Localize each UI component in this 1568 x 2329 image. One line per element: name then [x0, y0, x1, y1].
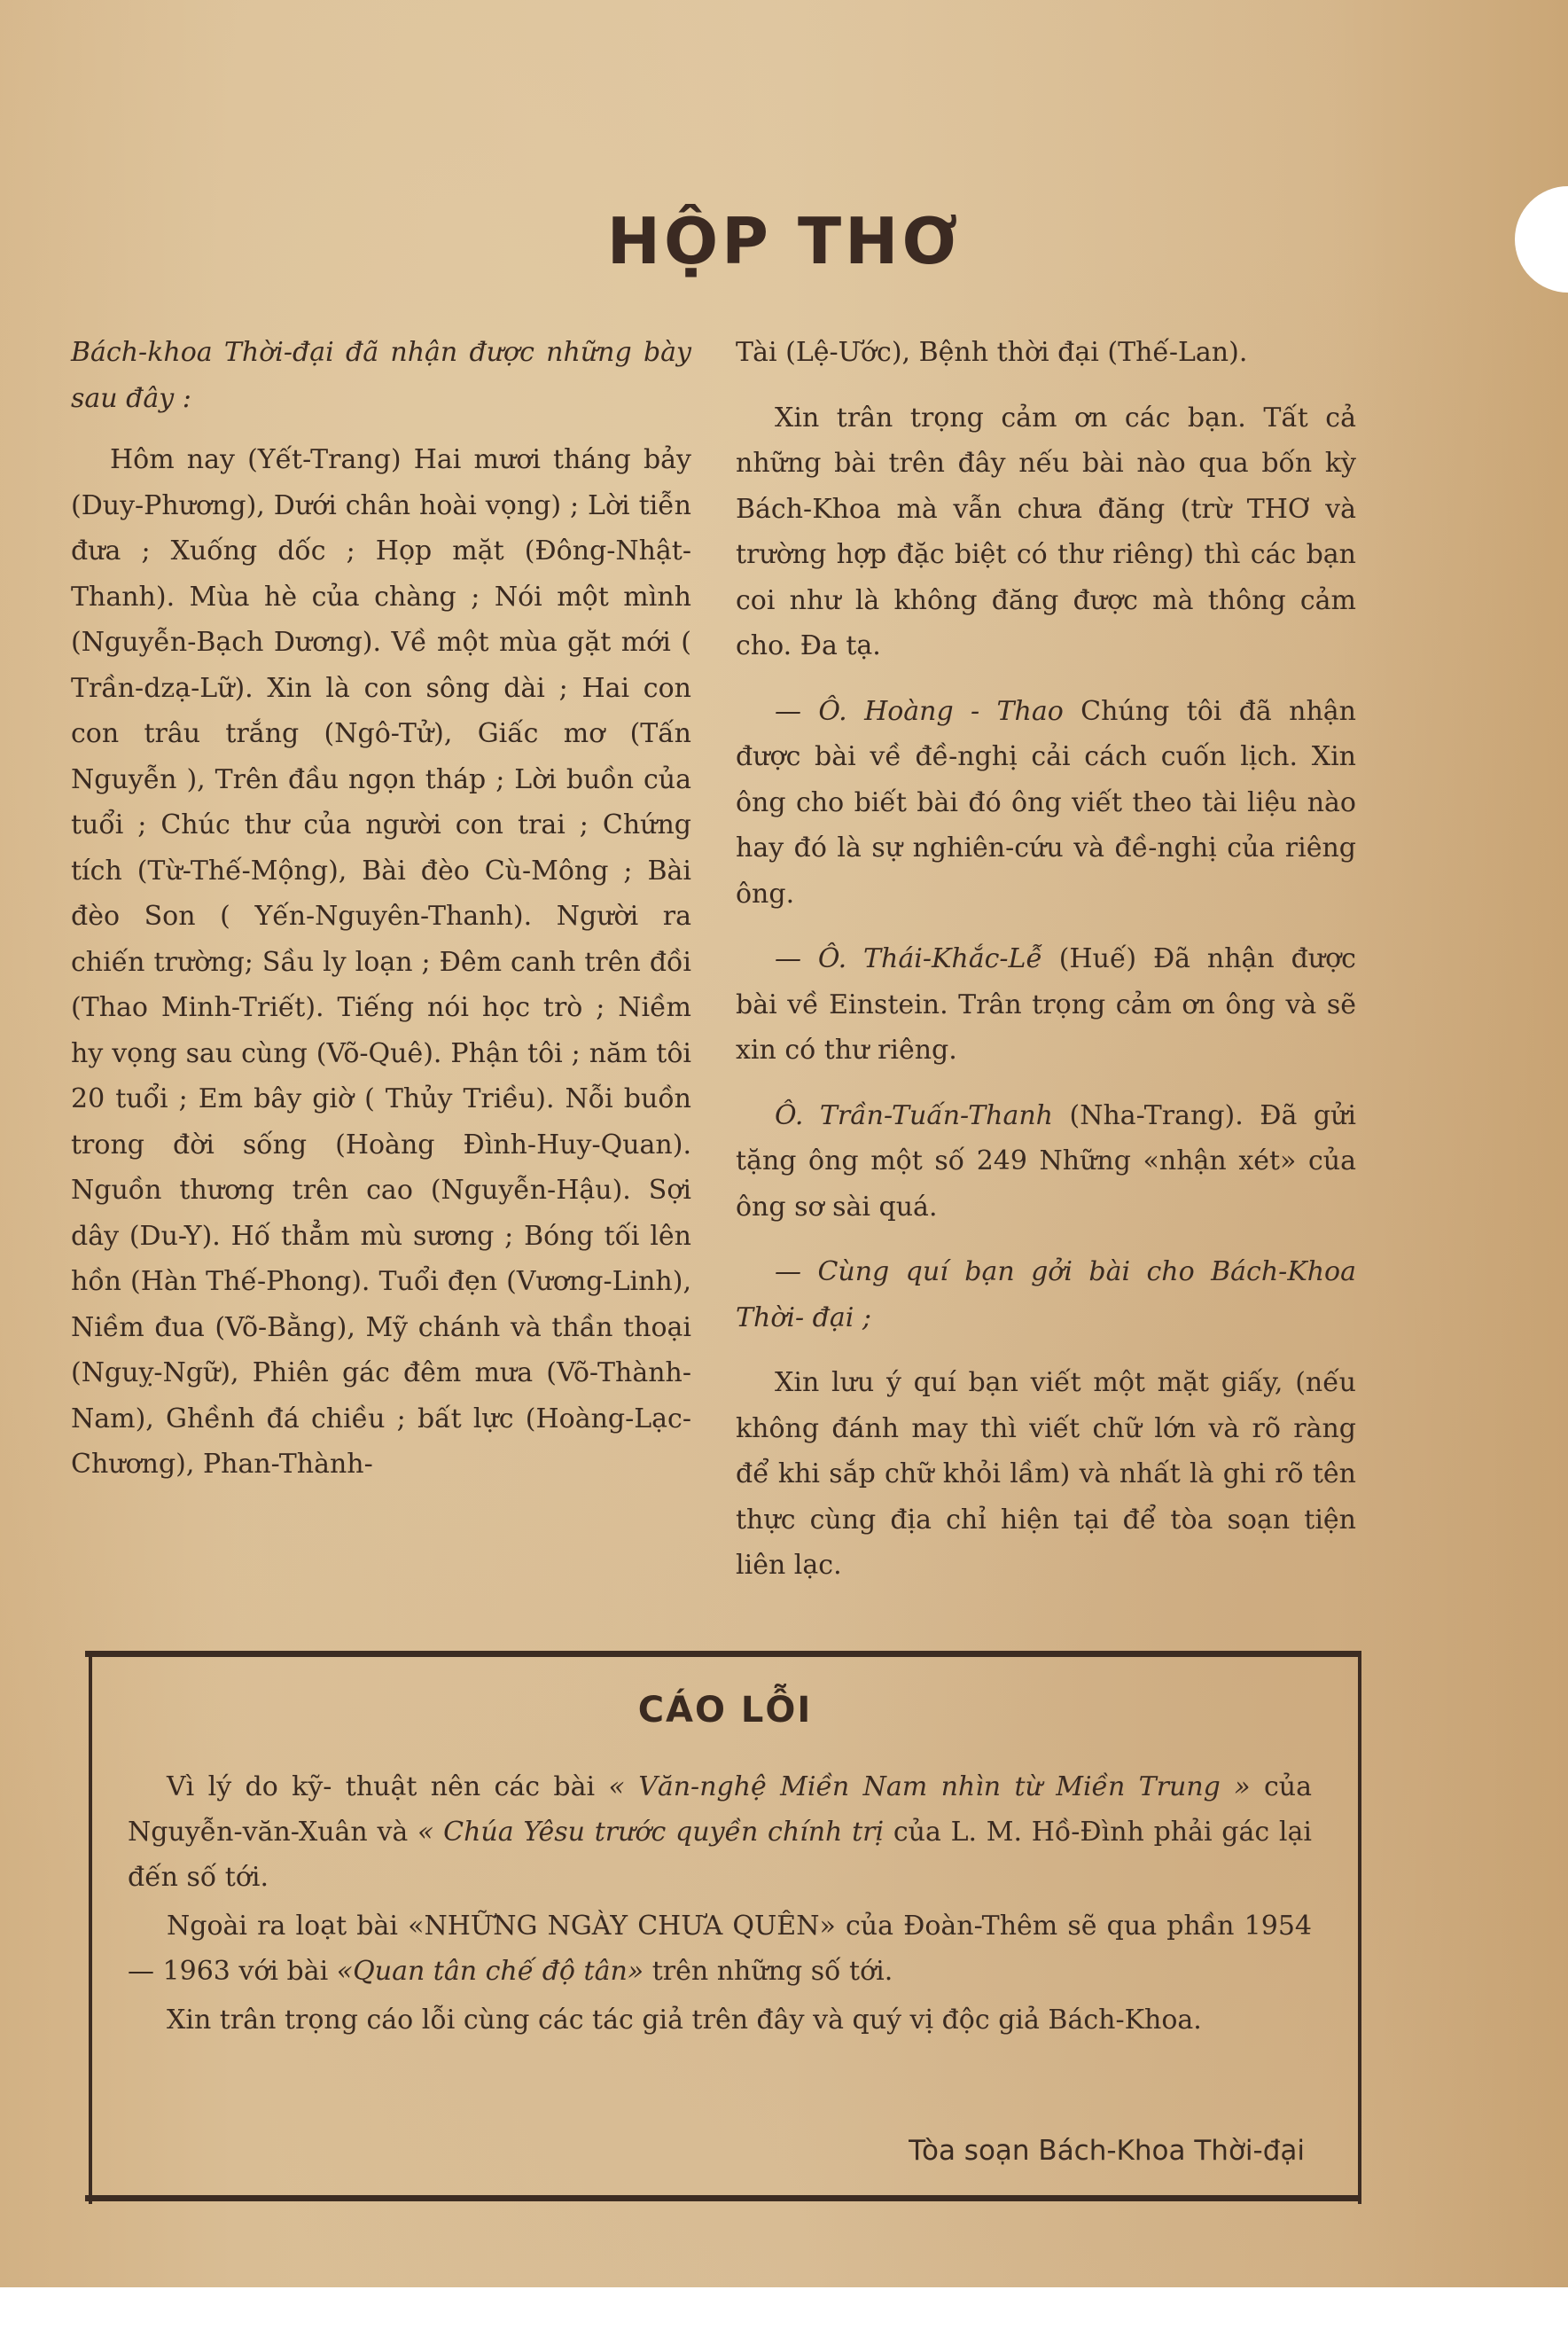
- article-title: « Chúa Yêsu trước quyền chính trị: [417, 1817, 885, 1848]
- note-thai-khac-le: [736, 936, 1356, 1074]
- received-poems-list: Hôm nay (Yết-Trang) Hai mươi tháng bảy (Duy-Phương), Dưới chân hoài vọng) ; Lời tiễn đưa ; Xuống dốc ; Họp mặt (Đông-Nhật-Thanh). Mùa hè của chàng ; Nói một mình (Nguyễn-Bạch Dương). Về một mùa gặt mới ( Trần-dzạ-Lữ). Xin là con sông dài ; Hai con con trâu trắng (Ngô-Tử), Giấc mơ (Tấn Nguyễn ), Trên đầu ngọn tháp ; Lời buồn của tuổi ; Chúc thư của người con trai ; Chứng tích (Từ-Thế-Mộng), Bài đèo Cù-Mông ; Bài đèo Son ( Yến-Nguyên-Thanh). Người ra chiến trường; Sầu ly loạn ; Đêm canh trên đồi (Thao Minh-Triết). Tiếng nói học trò ; Niềm hy vọng sau cùng (Võ-Quê). Phận tôi ; năm tôi 20 tuổi ; Em bây giờ ( Thủy Triều). Nỗi buồn trong đời sống (Hoàng Đình-Huy-Quan). Nguồn thương trên cao (Nguyễn-Hậu). Sợi dây (Du-Y). Hố thẳm mù sương ; Bóng tối lên hồn (Hàn Thế-Phong). Tuổi đẹn (Vương-Linh), Niềm đua (Võ-Bằng), Mỹ chánh và thần thoại (Nguỵ-Ngữ), Phiên gác đêm mưa (Võ-Thành-Nam), Ghềnh đá chiều ; bất lực (Hoàng-Lạc-Chương), Phan-Thành-: [71, 444, 691, 1480]
- notice-text: của L. M. Hồ-Đình phải gác lại đến số tới.: [128, 1817, 1313, 1893]
- note-hoang-thao: [736, 689, 1356, 918]
- article-title: « Văn-nghệ Miền Nam nhìn từ Miền Trung »: [608, 1771, 1251, 1802]
- page-title: HỘP THƠ: [606, 204, 962, 278]
- thanks-text: Xin trân trọng cảm ơn các bạn. Tất cả những bài trên đây nếu bài nào qua bốn kỳ Bách-Khoa mà vẫn chưa đăng (trừ THƠ và trường hợp đặc biệt có thư riêng) thì các bạn coi như là không đăng được mà thông cảm cho. Đa tạ.: [736, 402, 1356, 661]
- note-text: Chúng tôi đã nhận được bài về đề-nghị cải cách cuốn lịch. Xin ông cho biết bài đó ông viết theo tài liệu nào hay đó là sự nghiên-cứu và đề-nghị của riêng ông.: [736, 695, 1356, 910]
- note-contributors: — Cùng quí bạn gởi bài cho Bách-Khoa Thời- đại ;: [736, 1256, 1356, 1333]
- note-tran-tuan-thanh: [736, 1093, 1356, 1231]
- note-text: (Huế) Đã nhận được bài về Einstein. Trân trọng cảm ơn ông và sẽ xin có thư riêng.: [736, 943, 1356, 1066]
- notice-paragraph: Xin trân trọng cáo lỗi cùng các tác giả trên đây và quý vị độc giả Bách-Khoa.: [167, 2005, 1202, 2036]
- torn-edge-bottom: [0, 2287, 1568, 2329]
- note-name: Ô. Trần-Tuấn-Thanh: [775, 1099, 1053, 1131]
- notice-text: của Nguyễn-văn-Xuân và: [128, 1771, 1312, 1848]
- notice-title: CÁO LỖI: [637, 1690, 813, 1731]
- notice-text: Vì lý do kỹ- thuật nên các bài: [167, 1771, 596, 1802]
- intro-text: Bách-khoa Thời-đại đã nhận được những bày sau đây :: [71, 337, 691, 414]
- notice-paragraph: [128, 1764, 1312, 1900]
- article-title: «Quan tân chế độ tân»: [336, 1956, 644, 1987]
- note-name: — Ô. Hoàng - Thao: [775, 695, 1064, 727]
- notice-text: Ngoài ra loạt bài «NHỮNG NGÀY CHƯA QUÊN» của Đoàn-Thêm sẽ qua phần 1954 — 1963 với bài: [128, 1911, 1312, 1987]
- notice-rule-bottom: [85, 2195, 1361, 2201]
- note-name: — Ô. Thái-Khắc-Lễ: [775, 943, 1042, 974]
- received-poems-list-end: Tài (Lệ-Ước), Bệnh thời đại (Thế-Lan).: [736, 337, 1248, 368]
- note-text: (Nha-Trang). Đã gửi tặng ông một số 249 Những «nhận xét» của ông sơ sài quá.: [736, 1099, 1356, 1223]
- notice-body: [128, 1764, 1312, 2043]
- notice-signature: Tòa soạn Bách-Khoa Thời-đại: [909, 2135, 1305, 2167]
- note-contributors-text: Xin lưu ý quí bạn viết một mặt giấy, (nếu không đánh may thì viết chữ lớn và rõ ràng để khi sắp chữ khỏi lầm) và nhất là ghi rõ tên thực cùng địa chỉ hiện tại để tòa soạn tiện liên lạc.: [736, 1367, 1356, 1581]
- right-column: [736, 330, 1356, 1589]
- notice-box: [89, 1656, 1361, 2204]
- left-column: [71, 330, 691, 1488]
- notice-text: trên những số tới.: [651, 1956, 893, 1987]
- notice-paragraph: [128, 1903, 1312, 1994]
